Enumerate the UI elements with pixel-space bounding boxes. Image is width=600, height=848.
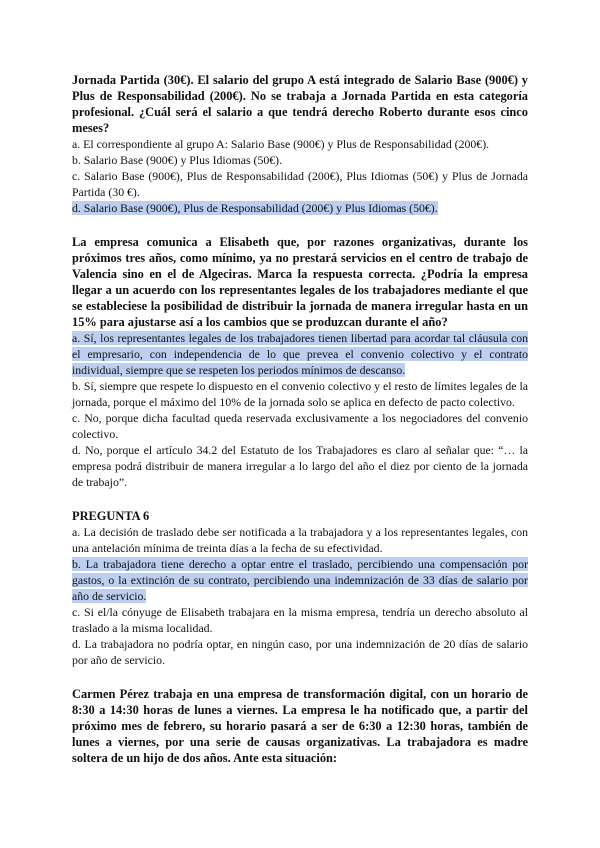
option-text: b. Sí, siempre que respete lo dispuesto en el convenio colectivo y el resto de límites legales de la jornada, porque el máximo del 10% de la jornada solo se aplica en defecto de pacto colectivo. [72, 379, 528, 409]
answer-option-c[interactable] [72, 604, 528, 636]
answer-option-c[interactable] [72, 410, 528, 442]
option-text: c. Salario Base (900€), Plus de Responsabilidad (200€), Plus Idiomas (50€) y Plus de Jornada Partida (30 €). [72, 169, 528, 199]
question-text: La empresa comunica a Elisabeth que, por razones organizativas, durante los próximos tres años, como mínimo, ya no prestará servicios en el centro de trabajo de Valencia sino en el de Algeciras. Marca la respuesta correcta. ¿Podría la empresa llegar a un acuerdo con los representantes legales de los trabajadores mediante el que se estableciese la posibilidad de distribuir la jornada de manera irregular hasta en un 15% para ajustarse así a los cambios que se produzcan durante el año? [72, 235, 528, 329]
answer-option-b[interactable] [72, 378, 528, 410]
spacer [72, 216, 528, 234]
question-block [72, 686, 528, 766]
answer-option-b[interactable] [72, 152, 528, 168]
question-text: Jornada Partida (30€). El salario del grupo A está integrado de Salario Base (900€) y Plus de Responsabilidad (200€). No se trabaja a Jornada Partida en esta categoría profesional. ¿Cuál será el salario a que tendrá derecho Roberto durante esos cinco meses? [72, 73, 528, 135]
spacer [72, 490, 528, 508]
question-heading: PREGUNTA 6 [72, 509, 150, 523]
option-text: a. El correspondiente al grupo A: Salario Base (900€) y Plus de Responsabilidad (200€). [72, 137, 490, 151]
option-text: d. No, porque el artículo 34.2 del Estatuto de los Trabajadores es claro al señalar que: “… la empresa podrá distribuir de manera irregular a lo largo del año el diez por ciento de la jornada de trabajo”. [72, 443, 528, 489]
option-text: a. La decisión de traslado debe ser notificada a la trabajadora y a los representantes legales, con una antelación mínima de treinta días a la fecha de su efectividad. [72, 525, 528, 555]
answer-option-d[interactable] [72, 200, 528, 216]
option-text: b. Salario Base (900€) y Plus Idiomas (50€). [72, 153, 283, 167]
answer-option-b[interactable] [72, 556, 528, 604]
answer-option-a[interactable] [72, 330, 528, 378]
option-text: c. No, porque dicha facultad queda reservada exclusivamente a los negociadores del convenio colectivo. [72, 411, 528, 441]
option-text: c. Si el/la cónyuge de Elisabeth trabajara en la misma empresa, tendría un derecho absoluto al traslado a la misma localidad. [72, 605, 528, 635]
answer-option-d[interactable] [72, 442, 528, 490]
answer-option-c[interactable] [72, 168, 528, 200]
spacer [72, 668, 528, 686]
answer-option-d[interactable] [72, 636, 528, 668]
question-block [72, 508, 528, 668]
question-block [72, 72, 528, 216]
highlighted-answer: d. Salario Base (900€), Plus de Responsabilidad (200€) y Plus Idiomas (50€). [72, 201, 438, 215]
option-text: d. La trabajadora no podría optar, en ningún caso, por una indemnización de 20 días de salario por año de servicio. [72, 637, 528, 667]
highlighted-answer: b. La trabajadora tiene derecho a optar entre el traslado, percibiendo una compensación por gastos, o la extinción de su contrato, percibiendo una indemnización de 33 días de salario por año de servicio. [72, 557, 528, 603]
highlighted-answer: a. Sí, los representantes legales de los trabajadores tienen libertad para acordar tal cláusula con el empresario, con independencia de lo que prevea el convenio colectivo y el contrato individual, siempre que se respeten los periodos mínimos de descanso. [72, 331, 528, 377]
answer-option-a[interactable] [72, 524, 528, 556]
question-text: Carmen Pérez trabaja en una empresa de transformación digital, con un horario de 8:30 a 14:30 horas de lunes a viernes. La empresa le ha notificado que, a partir del próximo mes de febrero, su horario pasará a ser de 6:30 a 12:30 horas, también de lunes a viernes, por una serie de causas organizativas. La trabajadora es madre soltera de un hijo de dos años. Ante esta situación: [72, 687, 528, 765]
document-content [72, 72, 528, 766]
answer-option-a[interactable] [72, 136, 528, 152]
question-block [72, 234, 528, 490]
